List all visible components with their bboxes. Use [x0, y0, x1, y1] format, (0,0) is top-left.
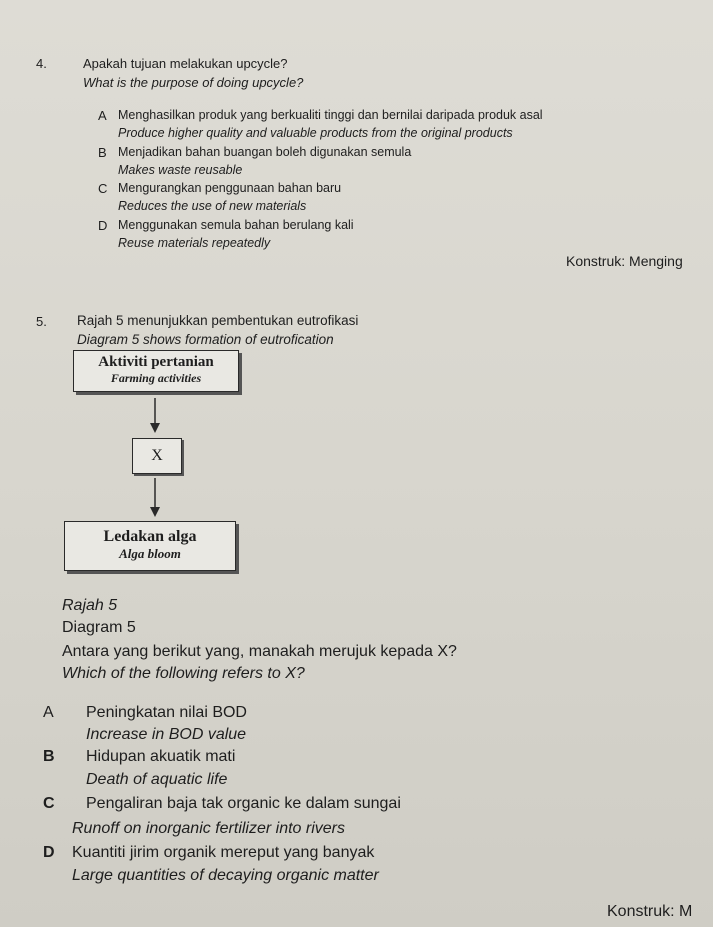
- diagram-box-x: [132, 438, 182, 474]
- q4-option-d-en: Reuse materials repeatedly: [118, 236, 271, 250]
- diagram-box-farming-ms: Aktiviti pertanian: [98, 354, 214, 370]
- q4-option-a-letter: A: [98, 108, 107, 123]
- q5-question-en: Which of the following refers to X?: [62, 665, 305, 682]
- q4-option-b-letter: B: [98, 145, 107, 160]
- q4-option-c-letter: C: [98, 181, 108, 196]
- diagram-box-x-label: X: [151, 447, 163, 464]
- q5-number: 5.: [36, 314, 47, 329]
- q4-konstruk: Konstruk: Menging: [566, 253, 683, 269]
- q5-option-d-ms: Kuantiti jirim organik mereput yang banyak: [72, 844, 375, 861]
- q4-option-b-ms: Menjadikan bahan buangan boleh digunakan semula: [118, 145, 412, 159]
- q5-option-c-ms: Pengaliran baja tak organic ke dalam sungai: [86, 795, 401, 812]
- q4-question-en: What is the purpose of doing upcycle?: [83, 75, 304, 90]
- q5-option-d-letter: D: [43, 844, 55, 861]
- q4-option-a-ms: Menghasilkan produk yang berkualiti tinggi dan bernilai daripada produk asal: [118, 108, 543, 122]
- q5-option-a-letter: A: [43, 704, 54, 721]
- q4-option-b-en: Makes waste reusable: [118, 163, 243, 177]
- q4-option-a-en: Produce higher quality and valuable products from the original products: [118, 126, 513, 140]
- q4-option-c-en: Reduces the use of new materials: [118, 199, 307, 213]
- q5-option-d-en: Large quantities of decaying organic matter: [72, 867, 379, 884]
- q4-number: 4.: [36, 56, 47, 71]
- q5-intro-en: Diagram 5 shows formation of eutrofication: [77, 332, 334, 347]
- q5-option-c-en: Runoff on inorganic fertilizer into rivers: [72, 820, 346, 837]
- q5-intro-ms: Rajah 5 menunjukkan pembentukan eutrofikasi: [77, 313, 359, 328]
- q5-caption-en: Diagram 5: [62, 619, 136, 636]
- diagram-box-alga-en: Alga bloom: [119, 546, 181, 561]
- q4-option-c-ms: Mengurangkan penggunaan bahan baru: [118, 181, 342, 195]
- diagram-box-farming-activities: [73, 350, 239, 392]
- q5-option-c-letter: C: [43, 795, 55, 812]
- q5-option-a-en: Increase in BOD value: [86, 726, 247, 743]
- diagram-box-alga-bloom: [64, 521, 236, 571]
- q5-option-a-ms: Peningkatan nilai BOD: [86, 704, 247, 721]
- q4-question-ms: Apakah tujuan melakukan upcycle?: [83, 56, 288, 71]
- q5-caption-ms: Rajah 5: [62, 597, 118, 614]
- q4-option-d-letter: D: [98, 218, 108, 233]
- q5-question-ms: Antara yang berikut yang, manakah merujuk kepada X?: [62, 643, 457, 660]
- q5-konstruk: Konstruk: M: [607, 903, 693, 920]
- diagram-arrow-2: [140, 476, 170, 520]
- q5-option-b-en: Death of aquatic life: [86, 771, 228, 788]
- diagram-box-farming-en: Farming activities: [110, 371, 202, 385]
- diagram-arrow-1: [140, 396, 170, 436]
- diagram-box-alga-ms: Ledakan alga: [103, 528, 197, 545]
- q4-option-d-ms: Menggunakan semula bahan berulang kali: [118, 218, 354, 232]
- q5-option-b-ms: Hidupan akuatik mati: [86, 748, 236, 765]
- q5-option-b-letter: B: [43, 748, 55, 765]
